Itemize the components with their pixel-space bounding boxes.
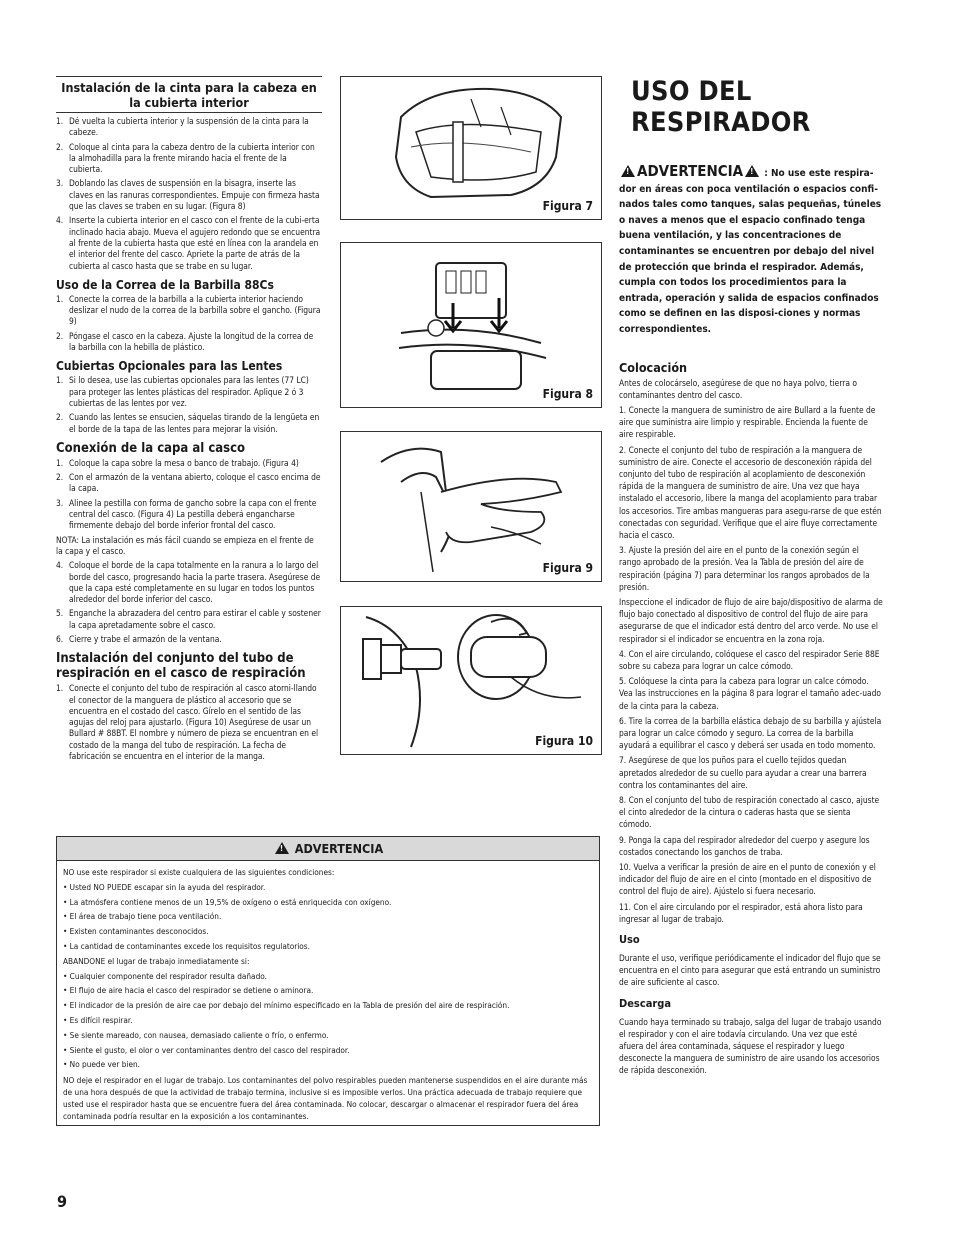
list-item: • La cantidad de contaminantes excede los requisitos regulatorios.: [63, 940, 310, 951]
list-item: • Es difícil respirar.: [63, 1014, 133, 1025]
warning-box-title: ADVERTENCIA: [294, 841, 384, 856]
warning-label: ADVERTENCIA: [637, 162, 744, 180]
cape-note: NOTA: La instalación es más fácil cuando se empieza en el frente de la capa y el casco.: [56, 534, 314, 556]
list-item: • Existen contaminantes desconocidos.: [63, 926, 209, 937]
list-item: • La atmósfera contiene menos de un 19,5% de oxígeno o está enriquecida con oxígeno.: [63, 896, 392, 907]
left-column: [56, 76, 322, 765]
colocacion-title: Colocación: [619, 359, 688, 375]
paragraph: 1. Conecte la manguera de suministro de aire Bullard a la fuente de aire que suministra aire limpio y respirable. Encienda la fuente de aire respirable.: [619, 404, 876, 440]
warning-box-header: [57, 837, 599, 861]
list-item: 4. Coloque el borde de la capa totalmente en la ranura a lo largo del borde del casco, progresando hacia la parte trasera. Asegúrese de que la capa esté completamente en su lugar en todos los puntos alrededor del borde inferior del casco.: [56, 560, 321, 605]
warning-intro: NO use este respirador si existe cualquiera de las siguientes condiciones:: [63, 867, 335, 877]
figure-8-label: Figura 8: [542, 387, 593, 401]
list-item: 2. Cuando las lentes se ensucien, sáquelas tirando de la lengüeta en el borde de la tapa de las lentes para mejorar la visión.: [56, 412, 320, 434]
figure-9-label: Figura 9: [542, 561, 593, 575]
figure-9: [340, 431, 602, 582]
figure-7-label: Figura 7: [542, 199, 593, 213]
page-number: 9: [57, 1192, 68, 1211]
warning-paragraph: [619, 164, 883, 338]
paragraph: 8. Con el conjunto del tubo de respiración conectado al casco, ajuste el cinto alrededor de la cintura o caderas hasta que se sienta cómodo.: [619, 795, 880, 830]
warning-icon: [621, 165, 635, 177]
breathing-tube-steps: [56, 683, 322, 762]
list-item: 6. Cierre y trabe el armazón de la ventana.: [56, 633, 222, 644]
section-chinstrap-title: Uso de la Correa de la Barbilla 88Cs: [56, 277, 274, 292]
figure-8: [340, 242, 602, 408]
list-item: 1. Conecte la correa de la barbilla a la cubierta interior haciendo deslizar el nudo de la correa de la barbilla sobre el gancho. (Figura 9): [56, 293, 321, 327]
list-item: • No puede ver bien.: [63, 1059, 140, 1070]
list-item: • El área de trabajo tiene poca ventilación.: [63, 911, 222, 922]
list-item: 4. Inserte la cubierta interior en el casco con el frente de la cubi-erta inclinado hacia abajo. Mueva el agujero redondo que se encuentra al frente de la cubierta hasta que esté en línea con la arandela en el interior del frente del casco. Apriete la parte de atrás de la cubierta al casco hasta que se trabe en su lugar.: [56, 215, 321, 271]
suspension-keys-illustration: [341, 243, 601, 407]
list-item: • El flujo de aire hacia el casco del respirador se detiene o aminora.: [63, 985, 314, 996]
warning-icon: [275, 842, 289, 854]
page-title: USO DEL RESPIRADOR: [631, 76, 811, 138]
section-headband-title: Instalación de la cinta para la cabeza en la cubierta interior: [56, 76, 322, 113]
paragraph: 4. Con el aire circulando, colóquese el casco del respirador Serie 88E sobre su cabeza para lograr un calce cómodo.: [619, 648, 880, 671]
warning-box-body: [57, 861, 599, 1126]
list-item: 3. Alinee la pestilla con forma de gancho sobre la capa con el frente central del casco. (Figura 4) La pestilla deberá engancharse firmemente debajo del borde inferior frontal del casco.: [56, 497, 317, 531]
list-item: 1. Si lo desea, use las cubiertas opcionales para las lentes (77 LC) para proteger las lentes plásticas del respirador. Aplique 2 ó 3 cubiertas de las lentes por vez.: [56, 375, 309, 408]
warning-closing: NO deje el respirador en el lugar de trabajo. Los contaminantes del polvo respirables pueden mantenerse suspendidos en el aire durante más de una hora después de que la actividad de trabajo termina, inclusive si es imposible verlos. Una práctica adecuada de trabajo requiere que usted use el respirador hasta que se encuentre fuera del área contaminada. No colocar, descargar o almacenar el respirador fuera del área contaminada podría resultar en la exposición a los contaminantes.: [63, 1075, 588, 1122]
warning-abandon: ABANDONE el lugar de trabajo inmediatamente si:: [63, 955, 250, 966]
section-cape-title: Conexión de la capa al casco: [56, 440, 246, 456]
paragraph: 6. Tire la correa de la barbilla elástica debajo de su barbilla y ajústela para lograr un calce cómodo y seguro. La correa de la barbilla ayudará a equilibrar el casco y deberá ser usada en todo momento.: [619, 715, 882, 751]
lens-covers-steps: [56, 375, 322, 434]
list-item: 1. Coloque la capa sobre la mesa o banco de trabajo. (Figura 4): [56, 457, 299, 468]
list-item: 2. Coloque al cinta para la cabeza dentro de la cubierta interior con la almohadilla para la frente mirando hacia el frente de la cubierta.: [56, 141, 315, 175]
figure-7: [340, 76, 602, 220]
warning-box: [56, 836, 600, 1126]
paragraph: 3. Ajuste la presión del aire en el punto de la conexión según el rango aprobado de la presión. Vea la Tabla de presión del aire de respiración (página 7) para determinar los rangos aprobados de la presión.: [619, 545, 870, 592]
figure-10: [340, 606, 602, 755]
paragraph: Inspeccione el indicador de flujo de aire bajo/dispositivo de alarma de flujo bajo conectado al dispositivo de control del flujo de aire para asegurarse de que el indicador está dentro del arco verde. No use el respirador si el indicador se encuentra en la zona roja.: [619, 596, 883, 644]
paragraph: 10. Vuelva a verificar la presión de aire en el punto de conexión y el indicador del flujo de aire en el cinto (montado en el dispositivo de control del flujo de aire). Ajústelo si fuera necesario.: [619, 862, 876, 897]
headband-steps: [56, 116, 322, 272]
paragraph: 7. Asegúrese de que los puños para el cuello tejidos quedan apretados alrededor de su cuello para ayudar a crear una barrera contra los contaminantes del aire.: [619, 755, 867, 790]
list-item: • Se siente mareado, con nausea, demasiado caliente o frío, o enfermo.: [63, 1029, 329, 1040]
right-column: [619, 76, 883, 1080]
cape-steps-b: [56, 560, 322, 645]
list-item: 2. Con el armazón de la ventana abierto, coloque el casco encima de la capa.: [56, 472, 321, 494]
warning-icon: [745, 165, 759, 177]
tube-connection-illustration: [341, 607, 601, 754]
warning-text: : No use este respira-dor en áreas con poca ventilación o espacios confi-nados tales como tanques, salas pequeñas, túneles o naves a menos que el espacio confinado tenga buena ventilación, y las concentraciones de contaminantes se encuentren por debajo del nivel de protección que brinda el respirador. Además, cumpla con todos los procedimientos para la entrada, operación y salida de espacios confinados como se definen en las disposi-ciones y normas correspondientes.: [619, 168, 882, 335]
list-item: • Cualquier componente del respirador resulta dañado.: [63, 970, 267, 981]
list-item: 5. Enganche la abrazadera del centro para estirar el cable y sostener la capa apretadamente sobre el casco.: [56, 608, 321, 630]
uso-title: Uso: [619, 933, 640, 947]
paragraph: 11. Con el aire circulando por el respirador, está ahora listo para ingresar al lugar de trabajo.: [619, 901, 863, 924]
cape-steps-a: [56, 458, 322, 532]
list-item: 2. Póngase el casco en la cabeza. Ajuste la longitud de la correa de la barbilla con la hebilla de plástico.: [56, 330, 314, 353]
list-item: 1. Dé vuelta la cubierta interior y la suspensión de la cinta para la cabeze.: [56, 116, 309, 138]
paragraph: 2. Conecte el conjunto del tubo de respiración a la manguera de suministro de aire. Conecte el accesorio de desconexión rápida del conjunto del tubo de respiración al acoplamiento de desconexión rápida de la manguera de suministro de aire. Una vez que haya instalado el accesorio, libere la manga del acoplamiento para trabar los accesorios. Tire ambas mangueras para asegu-rarse de que estén conectadas con seguridad. Verifique que el aire fluye correctamente hacia el casco.: [619, 444, 882, 540]
section-breathing-tube-title: Instalación del conjunto del tubo de respiración en el casco de respiración: [56, 651, 306, 682]
paragraph: 5. Colóquese la cinta para la cabeza para lograr un calce cómodo. Vea las instrucciones en la página 8 para lograr el tamaño adec-uado de la cinta para la cabeza.: [619, 676, 881, 711]
figure-10-label: Figura 10: [535, 734, 593, 748]
descarga-text: Cuando haya terminado su trabajo, salga del lugar de trabajo usando el respirador y con el aire todavía circulando. Una vez que esté afuera del área contaminada, sáquese el respirador y luego desconecte la manguera de suministro de aire usando los accesorios de rápida desconexión.: [619, 1016, 882, 1076]
list-item: • Usted NO PUEDE escapar sin la ayuda del respirador.: [63, 881, 266, 892]
chin-strap-hook-illustration: [341, 432, 601, 581]
paragraph: Antes de colocárselo, asegúrese de que no haya polvo, tierra o contaminantes dentro del casco.: [619, 377, 857, 400]
uso-text: Durante el uso, verifique periódicamente el indicador del flujo que se encuentra en el cinto para asegurar que está entrando un suministro de aire suficiente al casco.: [619, 953, 881, 988]
paragraph: 9. Ponga la capa del respirador alrededor del cuerpo y asegure los costados conectando los ganchos de traba.: [619, 834, 870, 857]
descarga-title: Descarga: [619, 996, 672, 1010]
list-item: 1. Conecte el conjunto del tubo de respiración al casco atorni-llando el conector de la manguera de plástico al accesorio que se encuentra en el costado del casco. Gírelo en el sentido de las agujas del reloj para ajustarlo. (Figura 10) Asegúrese de usar un Bullard # 88BT. El nombre y número de pieza se encuentran en el costado de la manga del tubo de respiración. La fecha de fabricación se encuentra en el interior de la manga.: [56, 683, 319, 762]
inner-shell-illustration: [341, 77, 601, 219]
list-item: • El indicador de la presión de aire cae por debajo del mínimo especificado en la Tabla de presión del aire de respiración.: [63, 1000, 510, 1011]
list-item: 3. Doblando las claves de suspensión en la bisagra, inserte las claves en las ranuras correspondientes. Empuje con firmeza hasta que las claves se traben en su lugar. (Figura 8): [56, 178, 320, 212]
chinstrap-steps: [56, 294, 322, 353]
section-lens-covers-title: Cubiertas Opcionales para las Lentes: [56, 359, 283, 374]
list-item: • Siente el gusto, el olor o ver contaminantes dentro del casco del respirador.: [63, 1044, 350, 1055]
